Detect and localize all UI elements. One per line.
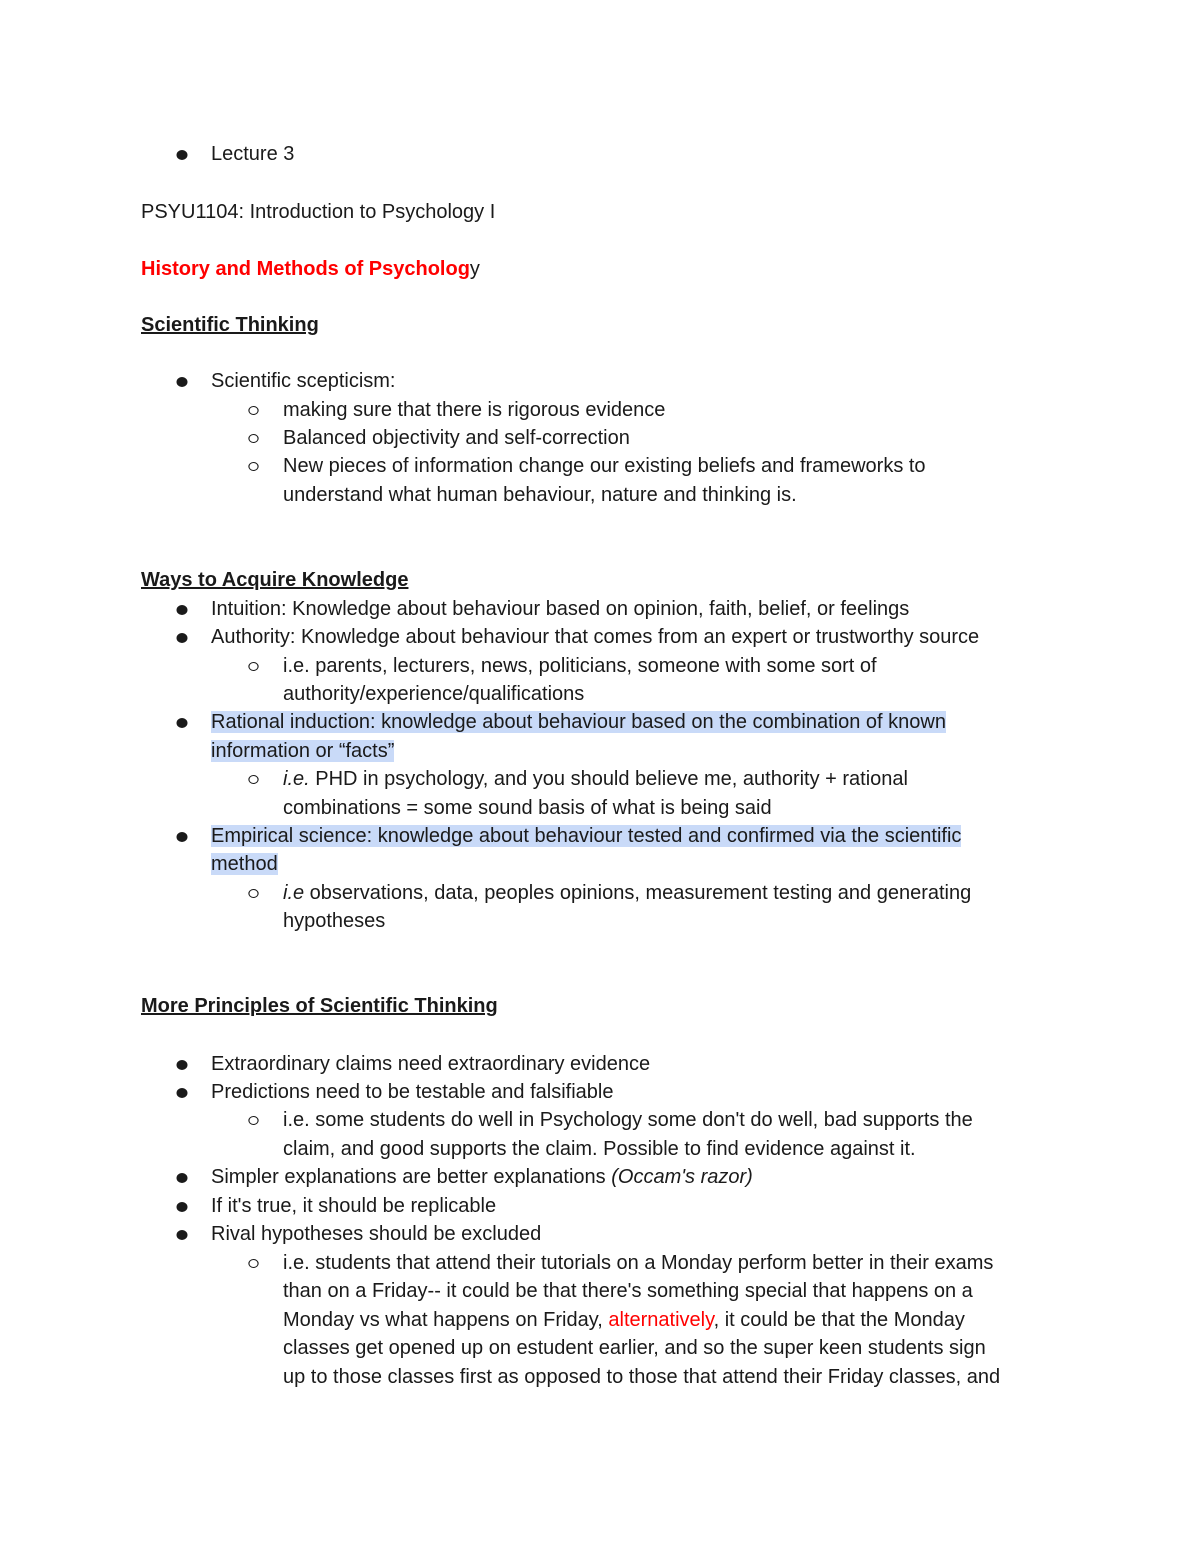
item-text: observations, data, peoples opinions, measurement testing and generating <box>304 882 972 904</box>
bullet-circle-icon <box>248 662 258 671</box>
list-item: Authority: Knowledge about behaviour that comes from an expert or trustworthy source <box>211 626 980 648</box>
list-item-continuation: up to those classes first as opposed to those that attend their Friday classes, and <box>283 1366 1001 1388</box>
list-item: i.e. parents, lecturers, news, politicians, someone with some sort of <box>283 655 877 677</box>
list-item-continuation: authority/experience/qualifications <box>283 683 585 705</box>
list-item-continuation: classes get opened up on estudent earlier, and so the super keen students sign <box>283 1337 986 1359</box>
highlighted-text: method <box>211 853 278 875</box>
list-item: Scientific scepticism: <box>211 370 396 392</box>
italic-text: i.e <box>283 882 305 904</box>
bullet-disc-icon <box>177 718 188 728</box>
list-item-continuation: than on a Friday-- it could be that there's something special that happens on a <box>283 1280 973 1302</box>
bullet-circle-icon <box>248 434 258 443</box>
bullet-disc-icon <box>177 377 188 387</box>
list-item <box>211 1163 753 1191</box>
bullet-disc-icon <box>177 832 188 842</box>
bullet-circle-icon <box>248 1116 258 1125</box>
list-item <box>283 879 971 907</box>
list-item: i.e. some students do well in Psychology some don't do well, bad supports the <box>283 1109 973 1131</box>
item-text: PHD in psychology, and you should believe me, authority + rational <box>309 768 908 790</box>
red-text: alternatively <box>608 1309 714 1331</box>
list-item <box>211 708 946 736</box>
list-item: Rival hypotheses should be excluded <box>211 1223 542 1245</box>
list-item: New pieces of information change our existing beliefs and frameworks to <box>283 455 926 477</box>
list-item-continuation: combinations = some sound basis of what is being said <box>283 797 772 819</box>
italic-text: (Occam's razor) <box>611 1166 753 1188</box>
bullet-disc-icon <box>177 150 188 160</box>
list-item-continuation <box>211 737 394 765</box>
list-item: Intuition: Knowledge about behaviour based on opinion, faith, belief, or feelings <box>211 598 910 620</box>
list-item: Balanced objectivity and self-correction <box>283 427 630 449</box>
item-text: Monday vs what happens on Friday, <box>283 1309 609 1331</box>
highlighted-text: Empirical science: knowledge about behaviour tested and confirmed via the scientific <box>211 825 962 847</box>
item-text: Simpler explanations are better explanations <box>211 1166 612 1188</box>
heading-more-principles: More Principles of Scientific Thinking <box>141 995 498 1017</box>
list-item-continuation: claim, and good supports the claim. Possible to find evidence against it. <box>283 1138 916 1160</box>
list-item-continuation <box>211 850 278 878</box>
bullet-circle-icon <box>248 775 258 784</box>
list-item-continuation: hypotheses <box>283 910 386 932</box>
list-item: Extraordinary claims need extraordinary evidence <box>211 1053 651 1075</box>
list-item: If it's true, it should be replicable <box>211 1195 497 1217</box>
bullet-disc-icon <box>177 1202 188 1212</box>
lecture-label: Lecture 3 <box>211 143 295 165</box>
item-text: , it could be that the Monday <box>713 1309 965 1331</box>
heading-scientific-thinking: Scientific Thinking <box>141 314 319 336</box>
course-title: PSYU1104: Introduction to Psychology I <box>141 201 496 223</box>
bullet-disc-icon <box>177 1088 188 1098</box>
highlighted-text: information or “facts” <box>211 740 395 762</box>
list-item: Predictions need to be testable and falsifiable <box>211 1081 614 1103</box>
italic-text: i.e. <box>283 768 310 790</box>
list-item <box>283 765 908 793</box>
bullet-disc-icon <box>177 1230 188 1240</box>
bullet-disc-icon <box>177 605 188 615</box>
bullet-disc-icon <box>177 1173 188 1183</box>
title-tail-text: y <box>469 258 480 280</box>
bullet-circle-icon <box>248 889 258 898</box>
bullet-circle-icon <box>248 406 258 415</box>
bullet-circle-icon <box>248 462 258 471</box>
list-item: i.e. students that attend their tutorials on a Monday perform better in their exams <box>283 1252 994 1274</box>
highlighted-text: Rational induction: knowledge about behaviour based on the combination of known <box>211 711 946 733</box>
list-item-continuation <box>283 1306 965 1334</box>
list-item: making sure that there is rigorous evidence <box>283 399 666 421</box>
document-title <box>141 255 480 283</box>
bullet-disc-icon <box>177 633 188 643</box>
title-bold-text: History and Methods of Psycholog <box>141 258 470 280</box>
bullet-circle-icon <box>248 1259 258 1268</box>
list-item <box>211 822 961 850</box>
list-item-continuation: understand what human behaviour, nature and thinking is. <box>283 484 797 506</box>
bullet-disc-icon <box>177 1060 188 1070</box>
heading-ways-to-acquire-knowledge: Ways to Acquire Knowledge <box>141 569 409 591</box>
